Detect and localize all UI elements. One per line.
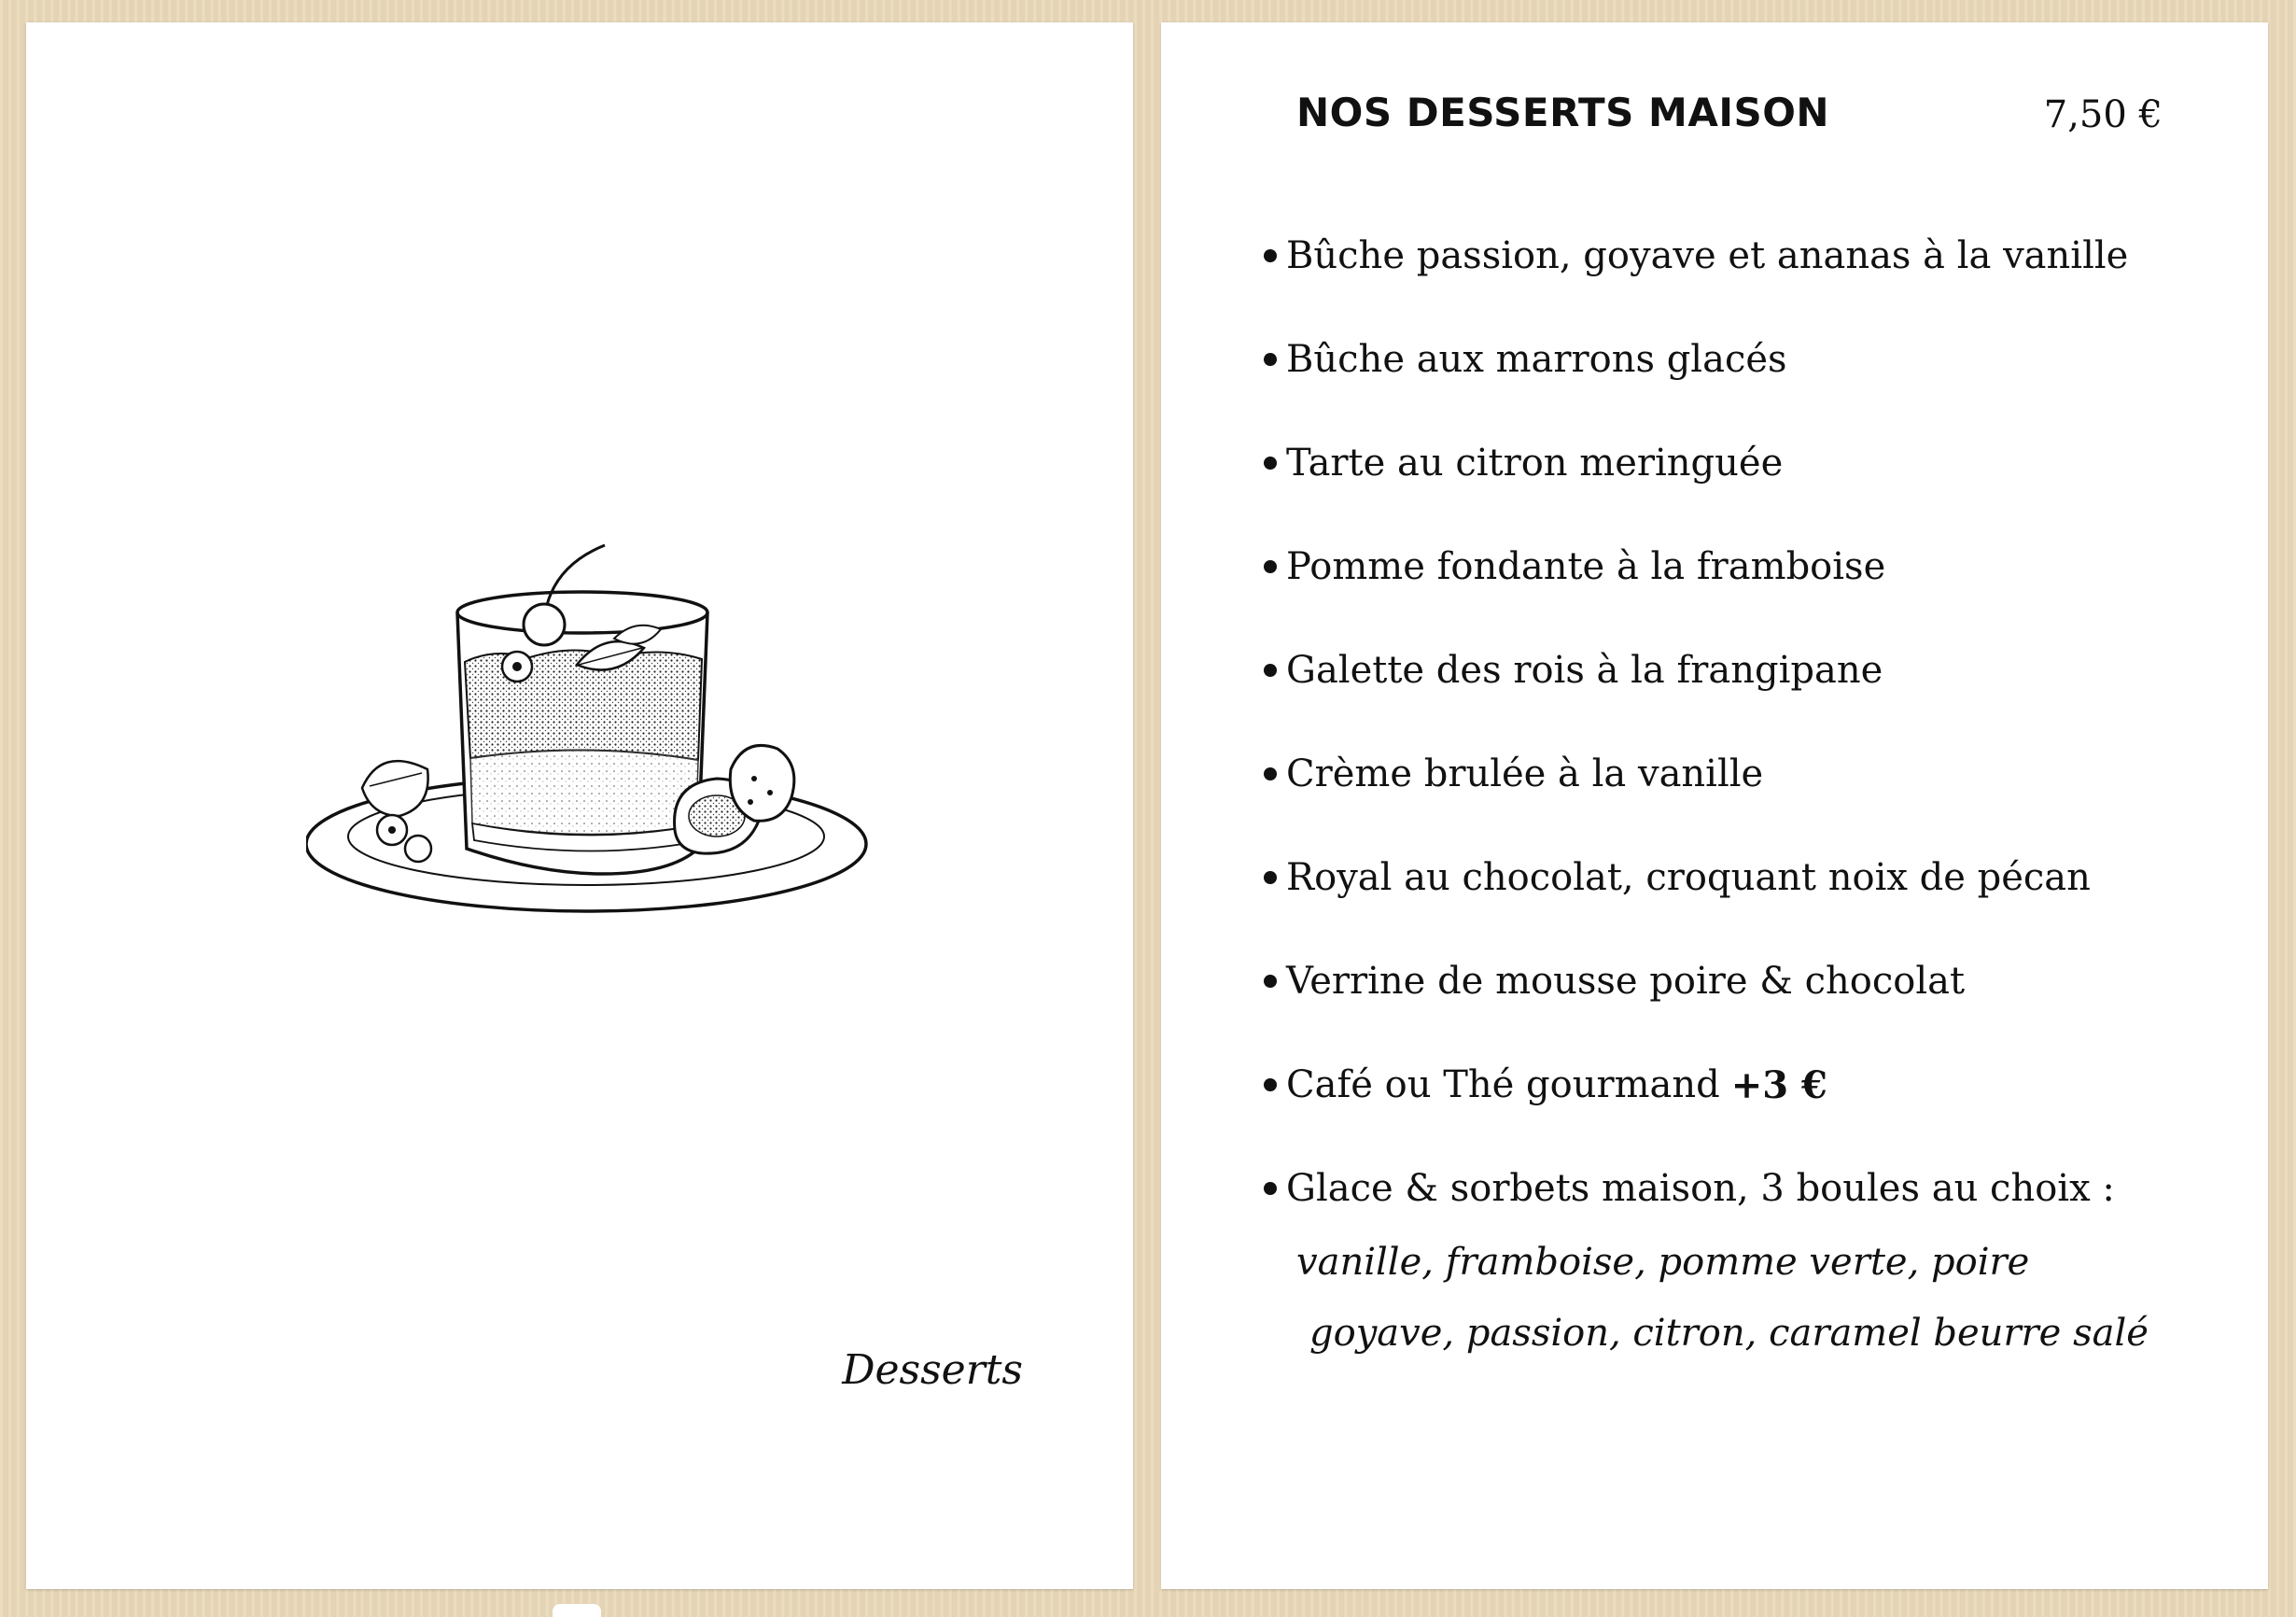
bullet-icon bbox=[1264, 353, 1277, 366]
item-label: Pomme fondante à la framboise bbox=[1286, 545, 1886, 588]
bullet-icon bbox=[1264, 767, 1277, 780]
menu-price: 7,50 € bbox=[2043, 93, 2163, 136]
dessert-verrine-icon bbox=[306, 508, 913, 956]
bullet-icon bbox=[1264, 871, 1277, 884]
flavor-line: goyave, passion, citron, caramel beurre salé bbox=[1309, 1312, 2149, 1355]
item-label: Glace & sorbets maison, 3 boules au choix : bbox=[1286, 1167, 2115, 1210]
item-label: Galette des rois à la frangipane bbox=[1286, 649, 1883, 692]
bullet-icon bbox=[1264, 664, 1277, 677]
menu-title: NOS DESSERTS MAISON bbox=[1296, 90, 1830, 135]
page-tab bbox=[553, 1604, 601, 1617]
menu-right-page bbox=[1161, 22, 2268, 1589]
bullet-icon bbox=[1264, 1182, 1277, 1195]
item-label: Royal au chocolat, croquant noix de pécan bbox=[1286, 856, 2091, 899]
list-item bbox=[1264, 737, 2212, 811]
list-item bbox=[1264, 322, 2212, 397]
list-item bbox=[1264, 426, 2212, 500]
item-label: Verrine de mousse poire & chocolat bbox=[1286, 960, 1966, 1003]
item-label: Crème brulée à la vanille bbox=[1286, 752, 1764, 795]
flavor-list bbox=[1296, 1227, 2149, 1369]
section-caption: Desserts bbox=[842, 1346, 1023, 1394]
flavor-line: vanille, framboise, pomme verte, poire bbox=[1296, 1241, 2030, 1284]
bullet-icon bbox=[1264, 1078, 1277, 1091]
list-item bbox=[1264, 633, 2212, 708]
list-item bbox=[1264, 1151, 2212, 1226]
bullet-icon bbox=[1264, 560, 1277, 573]
list-item bbox=[1264, 529, 2212, 604]
list-item bbox=[1264, 944, 2212, 1019]
item-label: Bûche aux marrons glacés bbox=[1286, 338, 1787, 381]
item-label: Tarte au citron meringuée bbox=[1286, 442, 1784, 485]
item-label: Bûche passion, goyave et ananas à la vanille bbox=[1286, 234, 2129, 277]
item-label: Café ou Thé gourmand bbox=[1286, 1063, 1720, 1106]
bullet-icon bbox=[1264, 457, 1277, 470]
item-extra-price: +3 € bbox=[1730, 1062, 1827, 1107]
list-item bbox=[1264, 1048, 2212, 1122]
bullet-icon bbox=[1264, 975, 1277, 988]
bullet-icon bbox=[1264, 249, 1277, 262]
list-item bbox=[1264, 218, 2212, 293]
list-item bbox=[1264, 840, 2212, 915]
menu-left-page bbox=[26, 22, 1133, 1589]
